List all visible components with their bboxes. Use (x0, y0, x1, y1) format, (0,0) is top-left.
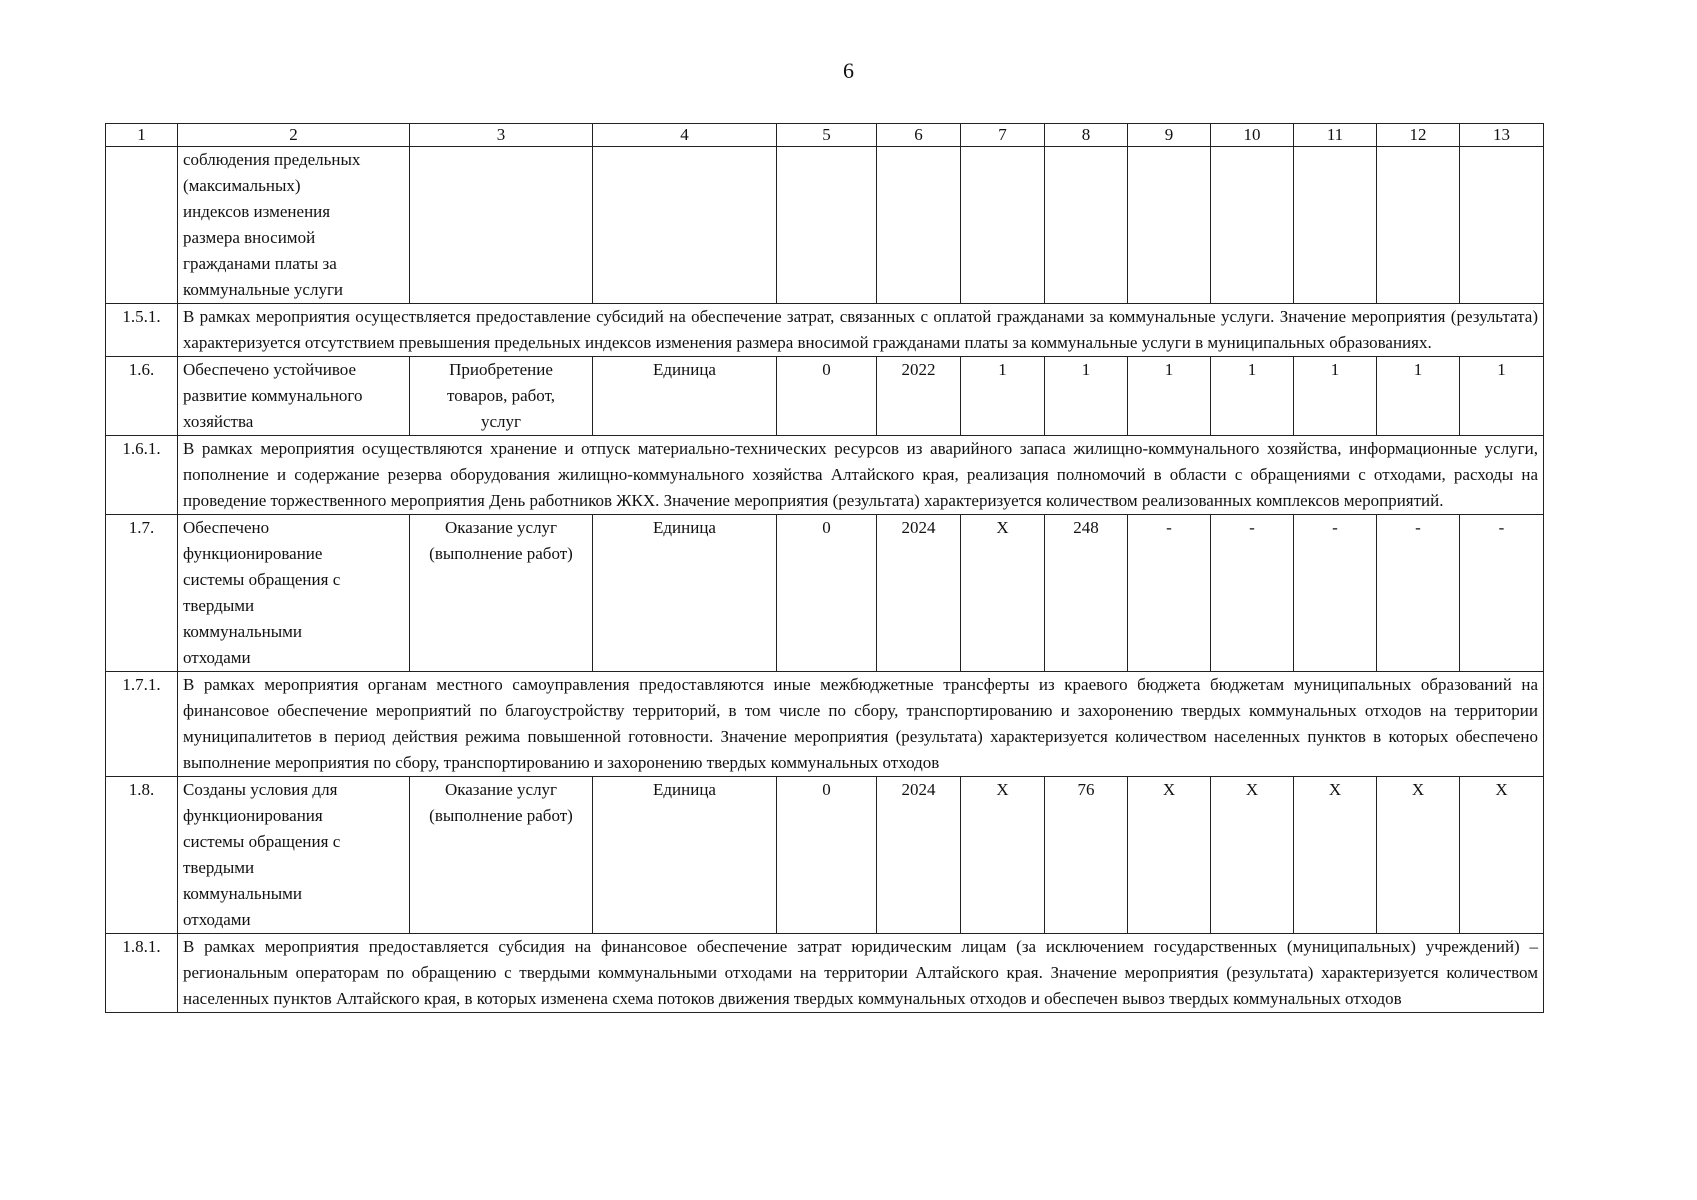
table-row-description (106, 672, 1544, 777)
base-value-cell: 0 (777, 777, 877, 934)
description-cell: В рамках мероприятия предоставляется субсидия на финансовое обеспечение затрат юридическим лицам (за исключением государственных (муниципальных) учреждений) – региональным операторам по обращению с твердыми коммунальными отходами на территории Алтайского края. Значение мероприятия (результата) характеризуется количеством населенных пунктов Алтайского края, в которых изменена схема потоков движения твердых коммунальных отходов и обеспечен вывоз твердых коммунальных отходов (178, 934, 1544, 1013)
header-cell: 6 (877, 124, 961, 147)
header-cell: 7 (961, 124, 1045, 147)
row-number-cell: 1.6. (106, 357, 178, 436)
value-cell: 1 (1460, 357, 1544, 436)
value-cell: - (1211, 515, 1294, 672)
header-cell: 5 (777, 124, 877, 147)
unit-cell: Единица (593, 777, 777, 934)
header-cell: 3 (410, 124, 593, 147)
empty-cell (877, 147, 961, 304)
value-cell: - (1128, 515, 1211, 672)
empty-cell (1211, 147, 1294, 304)
header-cell: 1 (106, 124, 178, 147)
value-cell: Х (1128, 777, 1211, 934)
name-line: индексов изменения (183, 202, 331, 221)
name-line: отходами (183, 910, 251, 929)
name-line: развитие коммунального (183, 386, 363, 405)
base-year-cell: 2024 (877, 777, 961, 934)
table-row-description (106, 934, 1544, 1013)
name-line: гражданами платы за (183, 254, 337, 273)
value-cell: - (1377, 515, 1460, 672)
name-line: коммунальными (183, 622, 302, 641)
value-cell: 1 (1294, 357, 1377, 436)
table-row-description (106, 304, 1544, 357)
type-line: товаров, работ, (447, 386, 555, 405)
empty-cell (777, 147, 877, 304)
value-cell: 1 (1128, 357, 1211, 436)
type-line: Оказание услуг (444, 780, 558, 799)
name-line: размера вносимой (183, 228, 316, 247)
base-value-cell: 0 (777, 357, 877, 436)
name-line: функционирования (183, 806, 323, 825)
description-cell: В рамках мероприятия осуществляются хранение и отпуск материально-технических ресурсов из аварийного запаса жилищно-коммунального хозяйства, информационные услуги, пополнение и содержание резерва оборудования жилищно-коммунального хозяйства Алтайского края, реализация полномочий в области с обращениями с отходами, расходы на проведение торжественного мероприятия День работников ЖКХ. Значение мероприятия (результата) характеризуется количеством реализованных комплексов мероприятий. (178, 436, 1544, 515)
empty-cell (1460, 147, 1544, 304)
name-line: коммунальные услуги (183, 280, 344, 299)
table-row-continuation (106, 147, 1544, 304)
name-line: Обеспечено (183, 518, 270, 537)
header-cell: 2 (178, 124, 410, 147)
name-line: твердыми (183, 858, 255, 877)
indicator-name-cell (178, 357, 410, 436)
table-row-indicator (106, 515, 1544, 672)
indicator-type-cell (410, 515, 593, 672)
type-line: (выполнение работ) (429, 806, 573, 825)
empty-cell (1377, 147, 1460, 304)
table-row-indicator (106, 777, 1544, 934)
table-row-description (106, 436, 1544, 515)
empty-cell (961, 147, 1045, 304)
row-number-cell: 1.6.1. (106, 436, 178, 515)
row-number-cell: 1.8. (106, 777, 178, 934)
value-cell: 76 (1045, 777, 1128, 934)
name-line: системы обращения с (183, 832, 341, 851)
value-cell: Х (1460, 777, 1544, 934)
empty-cell (1045, 147, 1128, 304)
value-cell: - (1294, 515, 1377, 672)
row-number-cell: 1.7. (106, 515, 178, 672)
row-number-cell: 1.7.1. (106, 672, 178, 777)
header-cell: 12 (1377, 124, 1460, 147)
unit-cell: Единица (593, 357, 777, 436)
page-number: 6 (843, 58, 854, 83)
type-line: (выполнение работ) (429, 544, 573, 563)
empty-cell (410, 147, 593, 304)
indicator-type-cell (410, 357, 593, 436)
value-cell: 1 (961, 357, 1045, 436)
value-cell: Х (1211, 777, 1294, 934)
header-row (106, 124, 1544, 147)
header-cell: 9 (1128, 124, 1211, 147)
name-line: (максимальных) (183, 176, 301, 195)
description-cell: В рамках мероприятия органам местного самоуправления предоставляются иные межбюджетные трансферты из краевого бюджета бюджетам муниципальных образований на финансовое обеспечение мероприятий по благоустройству территорий, в том числе по сбору, транспортированию и захоронению твердых коммунальных отходов на территории муниципалитетов в период действия режима повышенной готовности. Значение мероприятия (результата) характеризуется количеством населенных пунктов в которых обеспечено выполнение мероприятия по сбору, транспортированию и захоронению твердых коммунальных отходов (178, 672, 1544, 777)
header-cell: 13 (1460, 124, 1544, 147)
header-cell: 11 (1294, 124, 1377, 147)
row-number-cell (106, 147, 178, 304)
table-row-indicator (106, 357, 1544, 436)
indicator-type-cell (410, 777, 593, 934)
value-cell: Х (961, 777, 1045, 934)
description-cell: В рамках мероприятия осуществляется предоставление субсидий на обеспечение затрат, связанных с оплатой гражданами за коммунальные услуги. Значение мероприятия (результата) характеризуется отсутствием превышения предельных индексов изменения размера вносимой гражданами платы за коммунальные услуги в муниципальных образованиях. (178, 304, 1544, 357)
type-line: услуг (480, 412, 521, 431)
value-cell: 1 (1045, 357, 1128, 436)
value-cell: 1 (1377, 357, 1460, 436)
unit-cell: Единица (593, 515, 777, 672)
indicators-table (105, 123, 1544, 1013)
name-line: Обеспечено устойчивое (183, 360, 357, 379)
name-line: функционирование (183, 544, 323, 563)
base-year-cell: 2024 (877, 515, 961, 672)
name-line: отходами (183, 648, 251, 667)
value-cell: Х (961, 515, 1045, 672)
name-line: соблюдения предельных (183, 150, 361, 169)
name-line: коммунальными (183, 884, 302, 903)
row-number-cell: 1.5.1. (106, 304, 178, 357)
indicator-name-cell (178, 515, 410, 672)
base-value-cell: 0 (777, 515, 877, 672)
value-cell: 248 (1045, 515, 1128, 672)
value-cell: - (1460, 515, 1544, 672)
header-cell: 10 (1211, 124, 1294, 147)
indicator-name-cell (178, 147, 410, 304)
indicator-name-cell (178, 777, 410, 934)
empty-cell (593, 147, 777, 304)
header-cell: 8 (1045, 124, 1128, 147)
empty-cell (1128, 147, 1211, 304)
name-line: хозяйства (183, 412, 254, 431)
value-cell: 1 (1211, 357, 1294, 436)
base-year-cell: 2022 (877, 357, 961, 436)
header-cell: 4 (593, 124, 777, 147)
name-line: Созданы условия для (183, 780, 338, 799)
value-cell: Х (1294, 777, 1377, 934)
name-line: твердыми (183, 596, 255, 615)
row-number-cell: 1.8.1. (106, 934, 178, 1013)
empty-cell (1294, 147, 1377, 304)
type-line: Оказание услуг (444, 518, 558, 537)
name-line: системы обращения с (183, 570, 341, 589)
value-cell: Х (1377, 777, 1460, 934)
type-line: Приобретение (449, 360, 553, 379)
